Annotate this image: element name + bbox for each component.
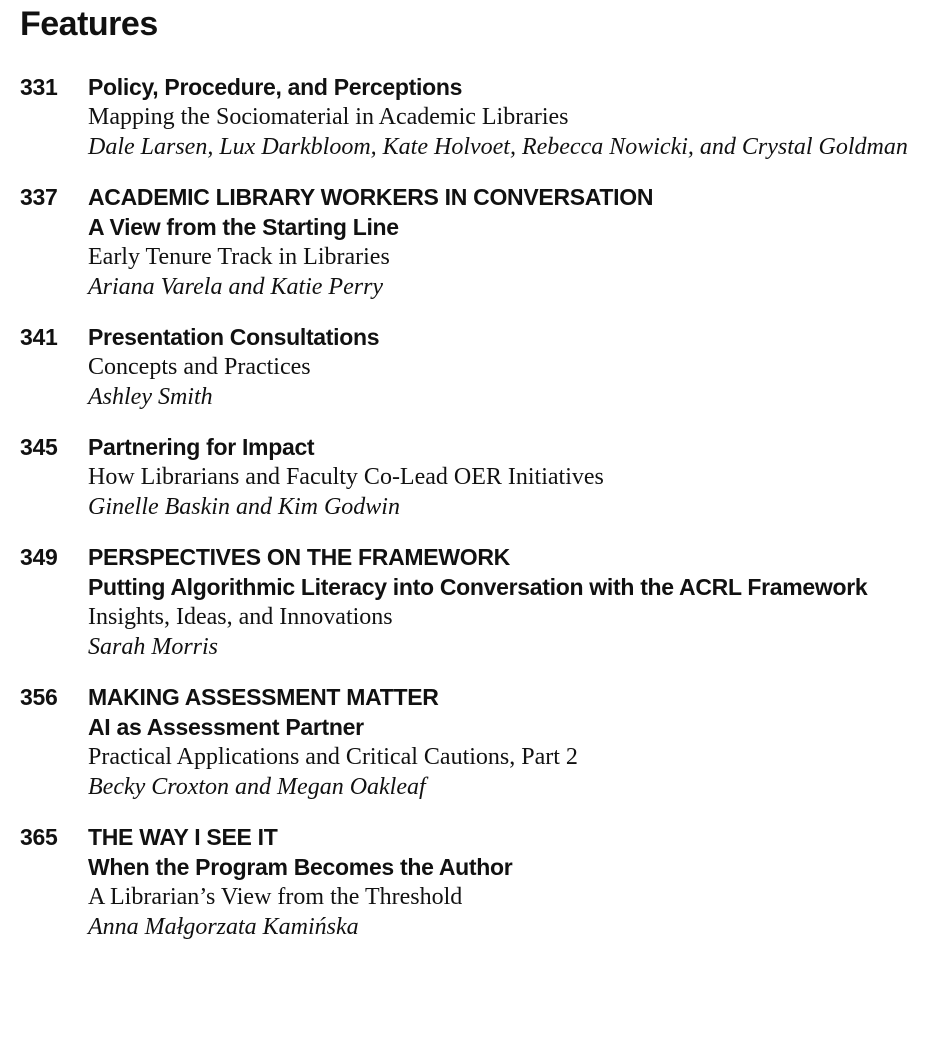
entry-body [88, 72, 925, 162]
page-number: 337 [20, 184, 58, 210]
toc-entry-341 [20, 322, 925, 412]
article-subtitle: Concepts and Practices [88, 354, 311, 380]
article-title: Presentation Consultations [88, 324, 380, 350]
page-number: 349 [20, 544, 58, 570]
toc-entry-356 [20, 682, 925, 802]
toc-entry-331 [20, 72, 925, 162]
article-subtitle: How Librarians and Faculty Co-Lead OER Initiatives [88, 464, 604, 490]
entry-body [88, 182, 925, 302]
entry-body [88, 432, 925, 522]
toc-entry-349 [20, 542, 925, 662]
article-authors: Ginelle Baskin and Kim Godwin [88, 494, 400, 520]
article-authors: Ariana Varela and Katie Perry [88, 274, 384, 300]
article-subtitle: Insights, Ideas, and Innovations [88, 604, 393, 630]
entry-body [88, 682, 925, 802]
entry-body [88, 322, 925, 412]
page-number: 345 [20, 434, 58, 460]
page-number: 365 [20, 824, 58, 850]
features-page [20, 4, 925, 962]
entry-body [88, 822, 925, 942]
article-authors: Anna Małgorzata Kamińska [88, 914, 359, 940]
article-subtitle: Mapping the Sociomaterial in Academic Libraries [88, 104, 569, 130]
toc-entry-337 [20, 182, 925, 302]
article-title: Policy, Procedure, and Perceptions [88, 74, 463, 100]
column-department: PERSPECTIVES ON THE FRAMEWORK [88, 544, 510, 570]
article-authors: Becky Croxton and Megan Oakleaf [88, 774, 426, 800]
article-title: A View from the Starting Line [88, 214, 399, 240]
article-title: AI as Assessment Partner [88, 714, 364, 740]
article-authors: Dale Larsen, Lux Darkbloom, Kate Holvoet, Rebecca Nowicki, and Crystal Goldman [88, 134, 908, 160]
column-department: THE WAY I SEE IT [88, 824, 278, 850]
article-subtitle: Practical Applications and Critical Cautions, Part 2 [88, 744, 578, 770]
page-number: 341 [20, 324, 58, 350]
column-department: ACADEMIC LIBRARY WORKERS IN CONVERSATION [88, 184, 654, 210]
article-authors: Ashley Smith [88, 384, 213, 410]
column-department: MAKING ASSESSMENT MATTER [88, 684, 439, 710]
article-authors: Sarah Morris [88, 634, 219, 660]
article-title: Putting Algorithmic Literacy into Conversation with the ACRL Framework [88, 574, 868, 600]
article-title: Partnering for Impact [88, 434, 315, 460]
article-subtitle: A Librarian’s View from the Threshold [88, 884, 463, 910]
entry-body [88, 542, 925, 662]
page-number: 356 [20, 684, 58, 710]
page-number: 331 [20, 74, 58, 100]
toc-entry-345 [20, 432, 925, 522]
article-subtitle: Early Tenure Track in Libraries [88, 244, 390, 270]
section-title: Features [20, 5, 158, 43]
toc-entry-365 [20, 822, 925, 942]
article-title: When the Program Becomes the Author [88, 854, 513, 880]
